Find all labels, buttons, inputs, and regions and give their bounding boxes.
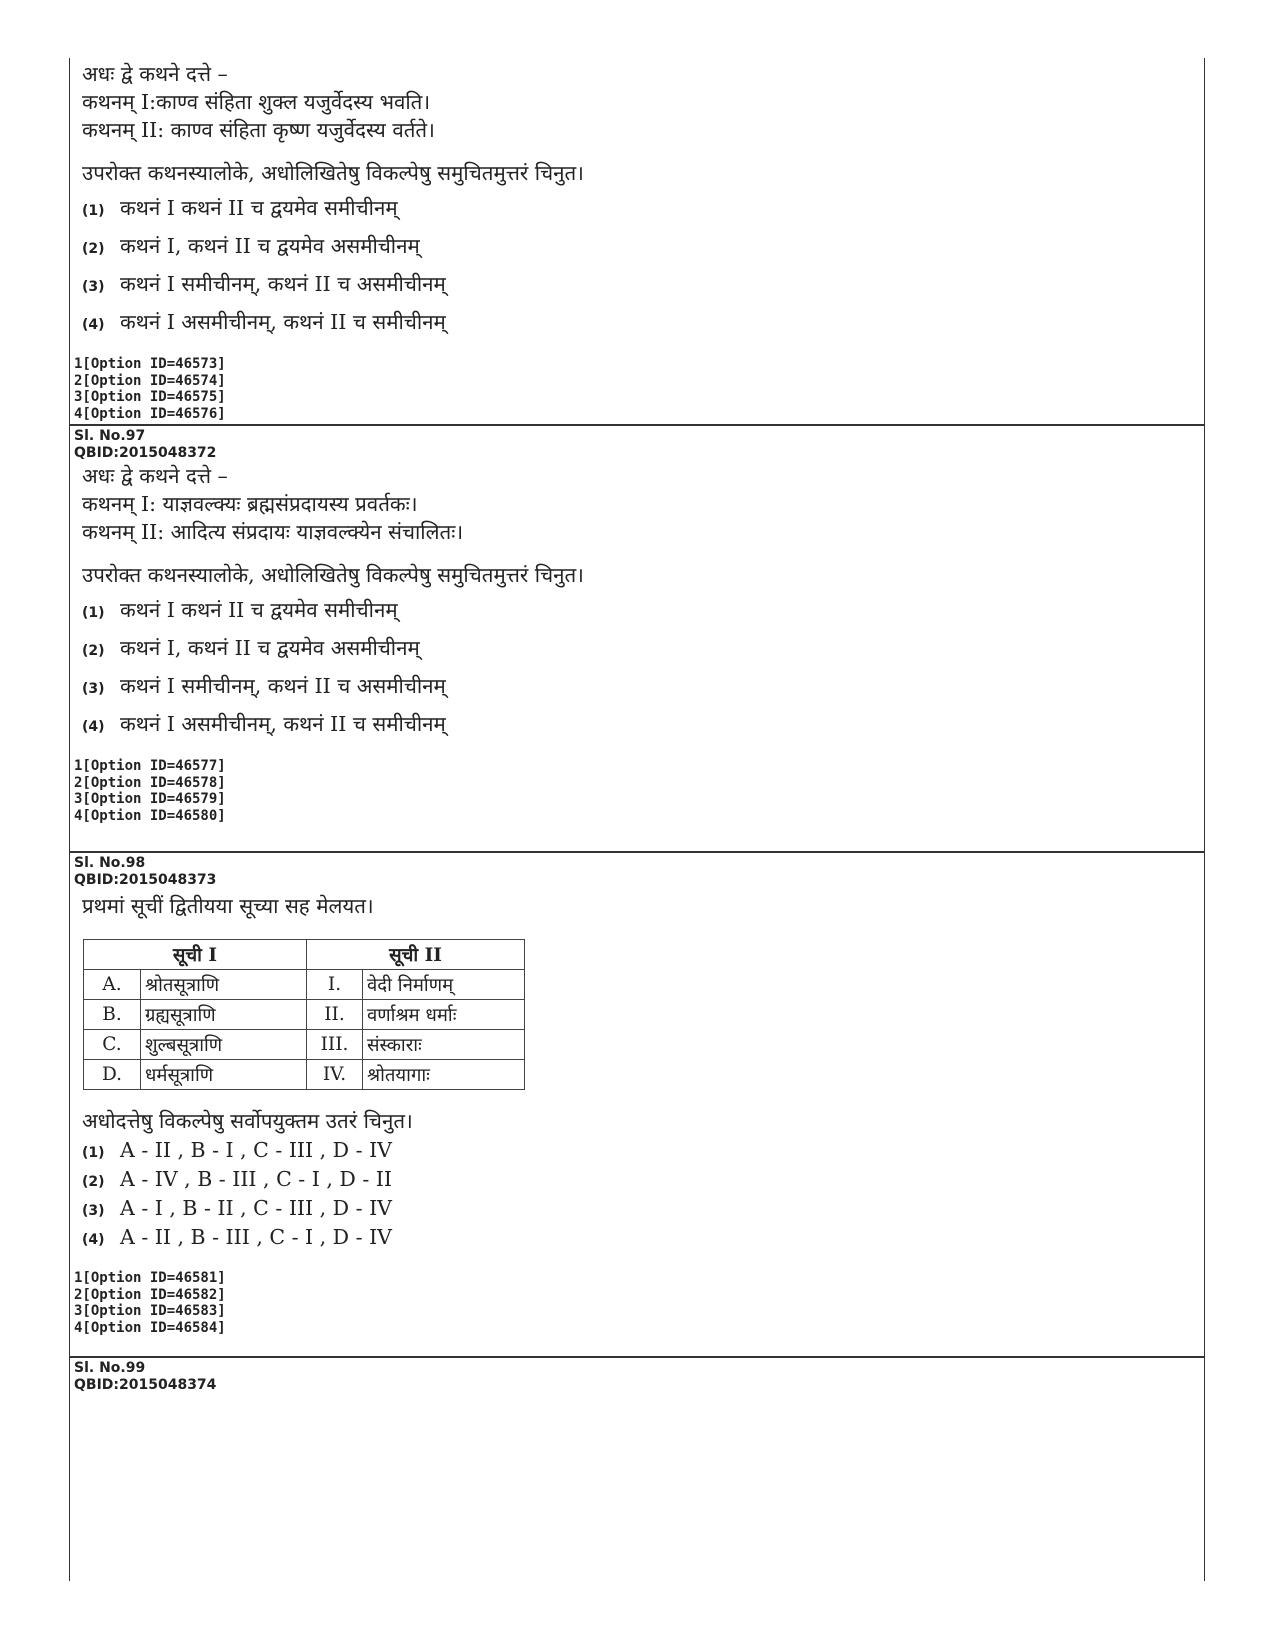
- option-3[interactable]: [82, 270, 1200, 308]
- list-2-numeral: II.: [307, 1000, 363, 1030]
- list-2-numeral: III.: [307, 1030, 363, 1060]
- list-2-item: वर्णाश्रम धर्माः: [363, 1000, 525, 1030]
- statement-2: कथनम् II: काण्व संहिता कृष्ण यजुर्वेदस्य वर्तते।: [82, 118, 435, 142]
- option-id-list: [74, 1270, 1200, 1336]
- option-text: कथनं I, कथनं II च द्वयमेव असमीचीनम्: [120, 234, 420, 258]
- list-1-item: धर्मसूत्राणि: [141, 1060, 307, 1090]
- option-text: कथनं I, कथनं II च द्वयमेव असमीचीनम्: [120, 636, 420, 660]
- option-id: 4[Option ID=46584]: [74, 1319, 226, 1336]
- option-id: 2[Option ID=46582]: [74, 1286, 226, 1303]
- option-text: कथनं I असमीचीनम्, कथनं II च समीचीनम्: [120, 310, 446, 334]
- question-prompt: प्रथमां सूचीं द्वितीयया सूच्या सह मेलयत।: [82, 894, 374, 918]
- option-text: A - II , B - I , C - III , D - IV: [120, 1138, 392, 1162]
- option-id: 1[Option ID=46577]: [74, 758, 226, 774]
- answer-prompt: अधोदत्तेषु विकल्पेषु सर्वोपयुक्तम उतरं चिनुत।: [82, 1109, 413, 1133]
- table-row: [84, 1060, 525, 1090]
- option-1[interactable]: [82, 596, 1200, 634]
- option-number: (4): [82, 719, 105, 735]
- list-2-numeral: IV.: [307, 1060, 363, 1090]
- option-id-list: [74, 356, 1200, 422]
- option-3[interactable]: [82, 1196, 1200, 1225]
- option-text: A - I , B - II , C - III , D - IV: [120, 1196, 392, 1220]
- option-2[interactable]: [82, 232, 1200, 270]
- option-id: 4[Option ID=46580]: [74, 807, 226, 824]
- table-row: [84, 1030, 525, 1060]
- option-4[interactable]: [82, 710, 1200, 748]
- option-number: (4): [82, 317, 105, 333]
- option-id: 3[Option ID=46583]: [74, 1303, 226, 1319]
- option-text: A - IV , B - III , C - I , D - II: [120, 1167, 392, 1191]
- question-prompt: उपरोक्त कथनस्यालोके, अधोलिखितेषु विकल्पेषु समुचितमुत्तरं चिनुत।: [82, 563, 584, 587]
- list-2-item: श्रोतयागाः: [363, 1060, 525, 1090]
- list-1-header: सूची I: [84, 940, 307, 970]
- list-1-item: शुल्बसूत्राणि: [141, 1030, 307, 1060]
- question-prompt: उपरोक्त कथनस्यालोके, अधोलिखितेषु विकल्पेषु समुचितमुत्तरं चिनुत।: [82, 161, 584, 185]
- list-2-item: संस्काराः: [363, 1030, 525, 1060]
- option-id: 1[Option ID=46581]: [74, 1270, 226, 1286]
- qbid: QBID:2015048372: [74, 445, 217, 461]
- list-2-item: वेदी निर्माणम्: [363, 970, 525, 1000]
- option-text: कथनं I कथनं II च द्वयमेव समीचीनम्: [120, 196, 398, 220]
- qbid: QBID:2015048373: [74, 872, 217, 888]
- option-text: A - II , B - III , C - I , D - IV: [120, 1225, 392, 1249]
- serial-number: Sl. No.98: [74, 855, 146, 871]
- question-separator: [69, 851, 1205, 853]
- statement-1: कथनम् I: याज्ञवल्क्यः ब्रह्मसंप्रदायस्य प्रवर्तकः।: [82, 492, 418, 516]
- list-1-letter: D.: [84, 1060, 141, 1090]
- list-2-numeral: I.: [307, 970, 363, 1000]
- option-3[interactable]: [82, 672, 1200, 710]
- table-header-row: [84, 940, 525, 970]
- question-97: [70, 428, 1200, 824]
- option-number: (4): [82, 1232, 105, 1248]
- option-id-list: [74, 758, 1200, 824]
- table-row: [84, 970, 525, 1000]
- option-number: (3): [82, 681, 105, 697]
- option-text: कथनं I कथनं II च द्वयमेव समीचीनम्: [120, 598, 398, 622]
- list-1-item: श्रोतसूत्राणि: [141, 970, 307, 1000]
- option-number: (2): [82, 1174, 105, 1190]
- statement-intro: अधः द्वे कथने दत्ते –: [82, 464, 228, 488]
- serial-number: Sl. No.99: [74, 1360, 146, 1376]
- question-separator: [69, 1356, 1205, 1358]
- option-number: (2): [82, 241, 105, 257]
- options-list: [70, 596, 1200, 748]
- table-row: [84, 1000, 525, 1030]
- list-1-letter: B.: [84, 1000, 141, 1030]
- option-2[interactable]: [82, 634, 1200, 672]
- statement-2: कथनम् II: आदित्य संप्रदायः याज्ञवल्क्येन संचालितः।: [82, 520, 464, 544]
- serial-number: Sl. No.97: [74, 428, 146, 444]
- option-number: (1): [82, 1145, 105, 1161]
- option-number: (3): [82, 279, 105, 295]
- option-4[interactable]: [82, 1225, 1200, 1254]
- option-id: 2[Option ID=46578]: [74, 774, 226, 791]
- option-text: कथनं I समीचीनम्, कथनं II च असमीचीनम्: [120, 674, 446, 698]
- option-1[interactable]: [82, 1138, 1200, 1167]
- option-number: (3): [82, 1203, 105, 1219]
- option-id: 3[Option ID=46575]: [74, 389, 226, 405]
- question-99: [70, 1360, 1200, 1394]
- option-number: (1): [82, 203, 105, 219]
- option-text: कथनं I समीचीनम्, कथनं II च असमीचीनम्: [120, 272, 446, 296]
- question-separator: [69, 424, 1205, 426]
- options-list: [70, 1138, 1200, 1254]
- option-number: (1): [82, 605, 105, 621]
- question-96: [70, 60, 1200, 422]
- list-1-letter: A.: [84, 970, 141, 1000]
- option-id: 1[Option ID=46573]: [74, 356, 226, 372]
- matching-table: [83, 939, 525, 1090]
- options-list: [70, 194, 1200, 346]
- question-98: [70, 855, 1200, 1336]
- list-1-letter: C.: [84, 1030, 141, 1060]
- statement-1: कथनम् I:काण्व संहिता शुक्ल यजुर्वेदस्य भवति।: [82, 90, 431, 114]
- qbid: QBID:2015048374: [74, 1377, 217, 1393]
- option-4[interactable]: [82, 308, 1200, 346]
- option-id: 3[Option ID=46579]: [74, 791, 226, 807]
- list-1-item: ग्रह्यसूत्राणि: [141, 1000, 307, 1030]
- list-2-header: सूची II: [307, 940, 525, 970]
- option-1[interactable]: [82, 194, 1200, 232]
- option-number: (2): [82, 643, 105, 659]
- option-id: 2[Option ID=46574]: [74, 372, 226, 389]
- option-id: 4[Option ID=46576]: [74, 405, 226, 422]
- option-2[interactable]: [82, 1167, 1200, 1196]
- option-text: कथनं I असमीचीनम्, कथनं II च समीचीनम्: [120, 712, 446, 736]
- statement-intro: अधः द्वे कथने दत्ते –: [82, 62, 228, 86]
